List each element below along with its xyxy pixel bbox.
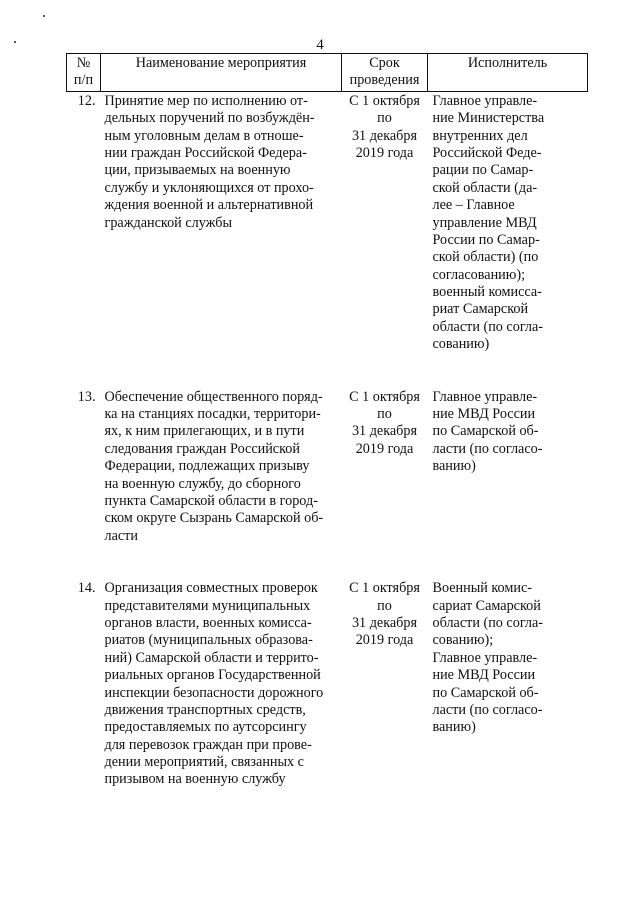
executor-line: сованию); bbox=[432, 632, 494, 649]
executor-line: управление МВД bbox=[432, 214, 537, 231]
table-row bbox=[67, 91, 588, 353]
event-name-line: риатов (муниципальных образова- bbox=[104, 632, 313, 649]
header-deadline: Срок проведения bbox=[342, 54, 428, 92]
executor-line: России по Самар- bbox=[432, 231, 540, 248]
event-name-line: дении мероприятий, связанных с bbox=[104, 754, 304, 771]
executor-line: ние МВД России bbox=[432, 406, 536, 423]
executor-line: сованию) bbox=[432, 336, 490, 353]
event-name-line: органов власти, военных комисса- bbox=[104, 614, 312, 631]
executor-line: согласованию); bbox=[432, 266, 526, 283]
table-row bbox=[67, 388, 588, 546]
executor-line: Главное управле- bbox=[432, 649, 538, 666]
header-number: № п/п bbox=[67, 54, 101, 92]
executor-line: риат Самарской bbox=[432, 301, 529, 318]
event-name-line: Принятие мер по исполнению от- bbox=[104, 92, 308, 109]
table-row bbox=[67, 579, 588, 789]
event-name-line: ском округе Сызрань Самарской об- bbox=[104, 510, 324, 527]
row-number: 12. bbox=[77, 92, 96, 109]
event-name bbox=[101, 388, 342, 546]
event-name-line: Организация совместных проверок bbox=[104, 580, 318, 597]
event-name-line: инспекции безопасности дорожного bbox=[104, 684, 324, 701]
executor-line: лее – Главное bbox=[432, 197, 515, 214]
deadline-line: С 1 октября bbox=[349, 580, 420, 597]
event-name bbox=[101, 579, 342, 789]
executor-line: ласти (по согласо- bbox=[432, 440, 543, 457]
row-number: 13. bbox=[77, 388, 96, 405]
event-name-line: движения транспортных средств, bbox=[104, 701, 306, 718]
event-name-line: Обеспечение общественного поряд- bbox=[104, 388, 323, 405]
deadline-line: С 1 октября bbox=[349, 92, 420, 109]
deadline-line: 31 декабря bbox=[351, 614, 418, 631]
executor-line: Военный комис- bbox=[432, 580, 532, 597]
deadline-line: 31 декабря bbox=[351, 423, 418, 440]
row-number: 14. bbox=[77, 580, 96, 597]
executor-line: Главное управле- bbox=[432, 92, 538, 109]
executor-line: ние МВД России bbox=[432, 667, 536, 684]
header-executor: Исполнитель bbox=[428, 54, 588, 92]
executor-line: ской области (да- bbox=[432, 179, 538, 196]
deadline-line: по bbox=[377, 110, 392, 127]
executor-line: ванию) bbox=[432, 719, 476, 736]
event-name-line: ка на станциях посадки, территори- bbox=[104, 406, 321, 423]
deadline-line: по bbox=[377, 406, 392, 423]
event-name-line: службу и уклоняющихся от прохо- bbox=[104, 179, 314, 196]
executor-line: Российской Феде- bbox=[432, 144, 542, 161]
row-spacer bbox=[67, 545, 588, 579]
executor-line: области (по согла- bbox=[432, 614, 544, 631]
scan-speck bbox=[43, 15, 45, 17]
deadline-line: 2019 года bbox=[355, 632, 414, 649]
executor-line: Главное управле- bbox=[432, 388, 538, 405]
page-number: 4 bbox=[316, 37, 324, 53]
executor-line: по Самарской об- bbox=[432, 684, 539, 701]
event-name-line: Федерации, подлежащих призыву bbox=[104, 458, 310, 475]
deadline bbox=[342, 579, 428, 789]
executor-line: ние Министерства bbox=[432, 110, 545, 127]
event-name-line: представителями муниципальных bbox=[104, 597, 311, 614]
deadline bbox=[342, 388, 428, 546]
executor-line: ской области) (по bbox=[432, 249, 539, 266]
event-name-line: риальных органов Государственной bbox=[104, 667, 321, 684]
deadline-line: 31 декабря bbox=[351, 127, 418, 144]
executor-line: ванию) bbox=[432, 458, 476, 475]
event-name-line: дельных поручений по возбуждён- bbox=[104, 110, 315, 127]
events-table bbox=[66, 53, 588, 789]
executor bbox=[428, 388, 588, 546]
event-name-line: ным уголовным делам в отноше- bbox=[104, 127, 304, 144]
row-spacer bbox=[67, 354, 588, 388]
deadline bbox=[342, 91, 428, 353]
event-name-line: призывом на военную службу bbox=[104, 771, 286, 788]
header-event-name: Наименование мероприятия bbox=[101, 54, 342, 92]
event-name-line: пункта Самарской области в город- bbox=[104, 492, 318, 509]
table-header-row bbox=[67, 54, 588, 92]
executor bbox=[428, 579, 588, 789]
event-name bbox=[101, 91, 342, 353]
event-name-line: следования граждан Российской bbox=[104, 440, 300, 457]
executor-line: внутренних дел bbox=[432, 127, 528, 144]
executor bbox=[428, 91, 588, 353]
executor-line: ласти (по согласо- bbox=[432, 701, 543, 718]
event-name-line: гражданской службы bbox=[104, 214, 232, 231]
event-name-line: ний) Самарской области и террито- bbox=[104, 649, 319, 666]
event-name-line: ях, к ним прилегающих, и в пути bbox=[104, 423, 305, 440]
deadline-line: 2019 года bbox=[355, 440, 414, 457]
event-name-line: предоставляемых по аутсорсингу bbox=[104, 719, 307, 736]
executor-line: военный комисса- bbox=[432, 284, 542, 301]
event-name-line: ции, призываемых на военную bbox=[104, 162, 291, 179]
event-name-line: нии граждан Российской Федера- bbox=[104, 144, 307, 161]
event-name-line: ласти bbox=[104, 527, 138, 544]
executor-line: сариат Самарской bbox=[432, 597, 541, 614]
executor-line: по Самарской об- bbox=[432, 423, 539, 440]
executor-line: рации по Самар- bbox=[432, 162, 534, 179]
event-name-line: для перевозок граждан при прове- bbox=[104, 736, 312, 753]
executor-line: области (по согла- bbox=[432, 318, 544, 335]
deadline-line: по bbox=[377, 597, 392, 614]
deadline-line: 2019 года bbox=[355, 144, 414, 161]
event-name-line: ждения военной и альтернативной bbox=[104, 197, 314, 214]
event-name-line: на военную службу, до сборного bbox=[104, 475, 301, 492]
deadline-line: С 1 октября bbox=[349, 388, 420, 405]
